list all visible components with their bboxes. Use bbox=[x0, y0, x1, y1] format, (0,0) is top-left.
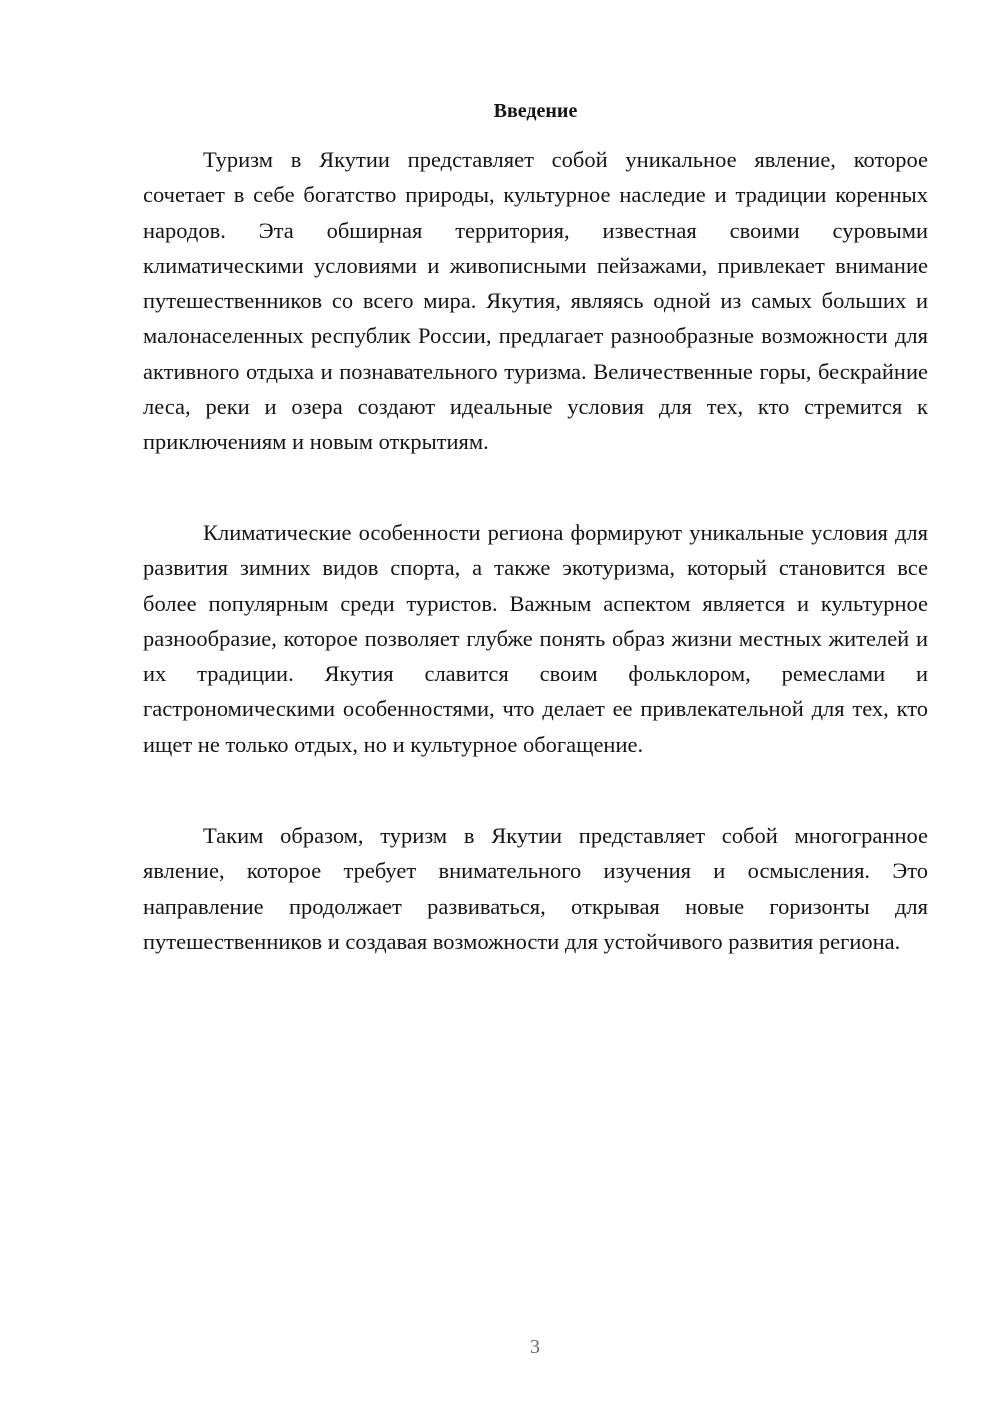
section-heading: Введение bbox=[493, 100, 578, 122]
paragraph-1: Туризм в Якутии представляет собой уникальное явление, которое сочетает в себе богатство природы, культурное наследие и традиции коренных народов. Эта обширная территория, известная своими суровыми климатическими условиями и живописными пейзажами, привлекает внимание путешественников со всего мира. Якутия, являясь одной из самых больших и малонаселенных республик России, предлагает разнообразные возможности для активного отдыха и познавательного туризма. Величественные горы, бескрайние леса, реки и озера создают идеальные условия для тех, кто стремится к приключениям и новым открытиям. bbox=[143, 147, 928, 455]
page-number: 3 bbox=[530, 1336, 540, 1358]
paragraph-2: Климатические особенности региона формируют уникальные условия для развития зимних видов спорта, а также экотуризма, который становится все более популярным среди туристов. Важным аспектом является и культурное разнообразие, которое позволяет глубже понять образ жизни местных жителей и их традиции. Якутия славится своим фольклором, ремеслами и гастрономическими особенностями, что делает ее привлекательной для тех, кто ищет не только отдых, но и культурное обогащение. bbox=[143, 520, 928, 757]
paragraph-3: Таким образом, туризм в Якутии представляет собой многогранное явление, которое требует внимательного изучения и осмысления. Это направление продолжает развиваться, открывая новые горизонты для путешественников и создавая возможности для устойчивого развития региона. bbox=[143, 823, 928, 954]
